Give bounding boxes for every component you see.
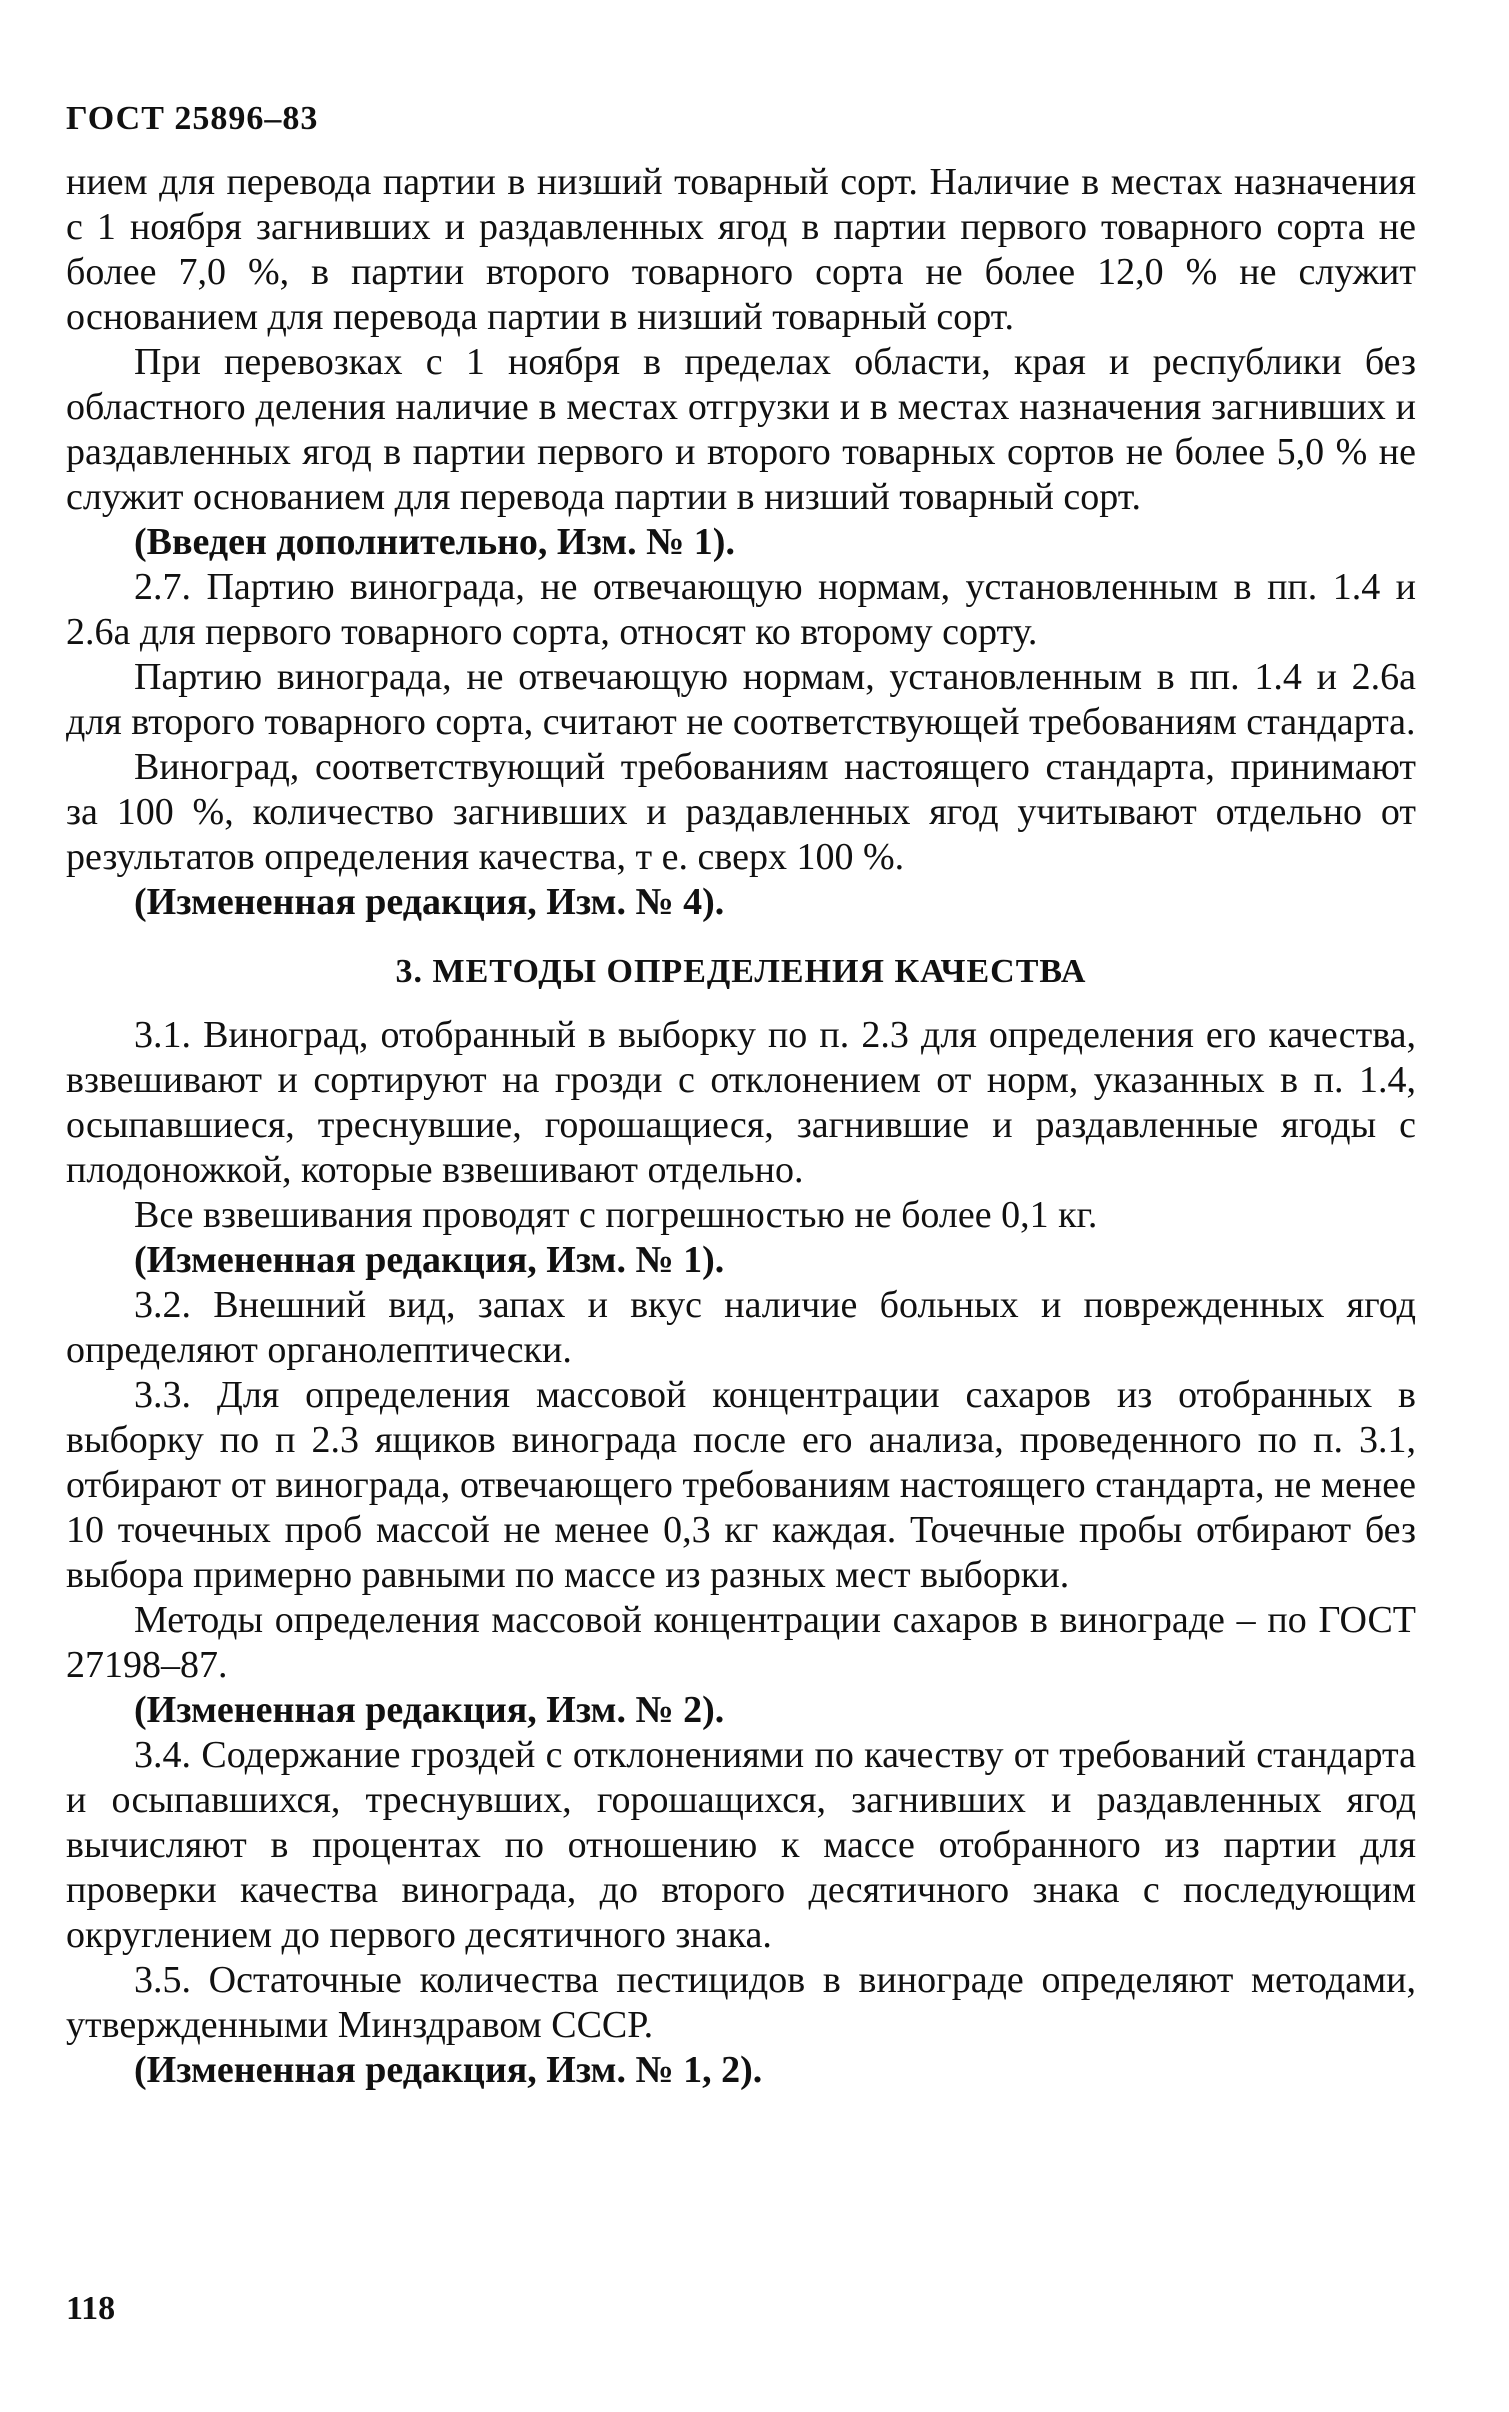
page-number: 118 <box>66 2290 116 2327</box>
paragraph: 3.5. Остаточные количества пестицидов в винограде определяют методами, утвержденными Минздравом СССР. <box>66 1959 1416 2046</box>
paragraph: 3.4. Содержание гроздей с отклонениями по качеству от требований стандарта и осыпавшихся, треснувших, горошащихся, загнивших и раздавленных ягод вычисляют в процентах по отношению к массе отобранного из партии для проверки качества винограда, до второго десятичного знака с последующим округлением до первого десятичного знака. <box>66 1734 1416 1956</box>
paragraph: Методы определения массовой концентрации сахаров в винограде – по ГОСТ 27198–87. <box>66 1599 1416 1686</box>
amendment-note: (Введен дополнительно, Изм. № 1). <box>134 521 735 563</box>
document-page <box>66 100 1416 2093</box>
section-title: 3. МЕТОДЫ ОПРЕДЕЛЕНИЯ КАЧЕСТВА <box>395 953 1087 990</box>
amendment-note: (Измененная редакция, Изм. № 4). <box>134 881 725 923</box>
paragraph: 3.3. Для определения массовой концентрации сахаров из отобранных в выборку по п 2.3 ящиков винограда после его анализа, проведенного по п. 3.1, отбирают от винограда, отвечающего требованиям настоящего стандарта, не менее 10 точечных проб массой не менее 0,3 кг каждая. Точечные пробы отбирают без выбора примерно равными по массе из разных мест выборки. <box>66 1374 1416 1596</box>
paragraph: 2.7. Партию винограда, не отвечающую нормам, установленным в пп. 1.4 и 2.6а для первого товарного сорта, относят ко второму сорту. <box>66 566 1416 653</box>
amendment-note: (Измененная редакция, Изм. № 1). <box>134 1239 725 1281</box>
paragraph: 3.2. Внешний вид, запах и вкус наличие больных и поврежденных ягод определяют органолептически. <box>66 1284 1416 1371</box>
paragraph: Партию винограда, не отвечающую нормам, установленным в пп. 1.4 и 2.6а для второго товарного сорта, считают не соответствующей требованиям стандарта. <box>66 656 1416 743</box>
amendment-note: (Измененная редакция, Изм. № 1, 2). <box>134 2049 763 2091</box>
document-header: ГОСТ 25896–83 <box>66 100 319 137</box>
amendment-note: (Измененная редакция, Изм. № 2). <box>134 1689 725 1731</box>
paragraph: 3.1. Виноград, отобранный в выборку по п. 2.3 для определения его качества, взвешивают и сортируют на грозди с отклонением от норм, указанных в п. 1.4, осыпавшиеся, треснувшие, горошащиеся, загнившие и раздавленные ягоды с плодоножкой, которые взвешивают отдельно. <box>66 1014 1416 1191</box>
paragraph: нием для перевода партии в низший товарный сорт. Наличие в местах назначения с 1 ноября загнивших и раздавленных ягод в партии первого товарного сорта не более 7,0 %, в партии второго товарного сорта не более 12,0 % не служит основанием для перевода партии в низший товарный сорт. <box>66 161 1416 338</box>
paragraph: Все взвешивания проводят с погрешностью не более 0,1 кг. <box>134 1194 1098 1236</box>
paragraph: При перевозках с 1 ноября в пределах области, края и республики без областного деления наличие в местах отгрузки и в местах назначения загнивших и раздавленных ягод в партии первого и второго товарных сортов не более 5,0 % не служит основанием для перевода партии в низший товарный сорт. <box>66 341 1416 518</box>
paragraph: Виноград, соответствующий требованиям настоящего стандарта, принимают за 100 %, количество загнивших и раздавленных ягод учитывают отдельно от результатов определения качества, т е. сверх 100 %. <box>66 746 1416 878</box>
